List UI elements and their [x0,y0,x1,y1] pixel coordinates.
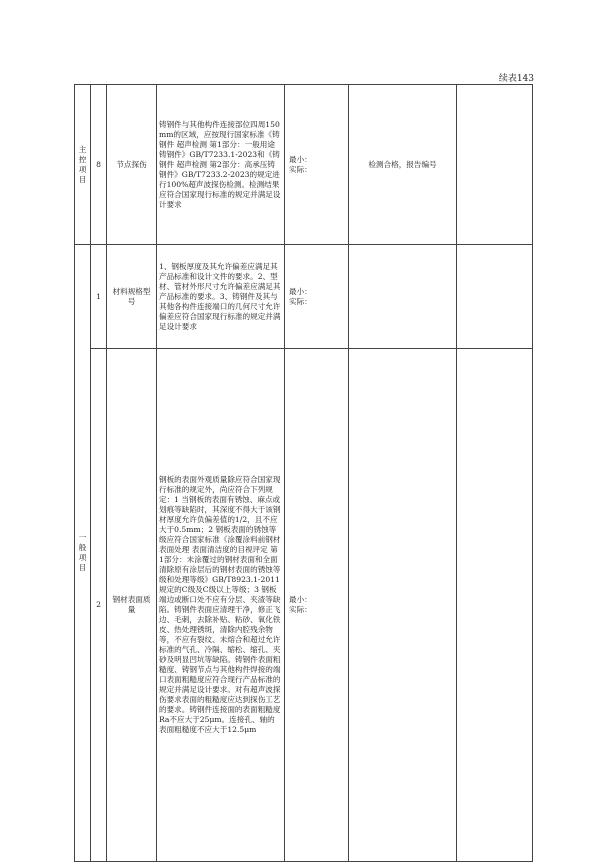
min-label: 最小： [289,595,312,604]
section-char: 目 [78,174,87,184]
item-name: 钢材表面质量 [107,349,157,862]
item-number: 1 [91,245,107,349]
actual-label: 实际： [289,605,312,614]
item-requirement: 钢板的表面外观质量除应符合国家现行标准的规定外，尚应符合下列规定：1 当钢板的表面有锈蚀、麻点或划痕等缺陷时，其深度不得大于该钢材厚度允许负偏差值的1/2，且不应大于0.5mm；2 钢板表面的锈蚀等级应符合国家标准《涂覆涂料前钢材表面处理 表面清洁度的目视评定 第1部分：未涂覆过的钢材表面和全面清除原有涂层后的钢材表面的锈蚀等级和处理等级》GB/T8923.1-2011规定的C级及C级以上等级；3 钢板端边或断口处不应有分层、夹渣等缺陷。铸钢件表面应清理干净，修正飞边、毛刺，去除补贴、粘砂、氧化铁皮、热处理锈斑，清除内腔残余物等，不应有裂纹、未熔合和超过允许标准的气孔、冷隔、缩松、缩孔、夹砂及明显凹坑等缺陷。铸钢件表面粗糙度、铸钢节点与其他构件焊接的端口表面粗糙度应符合现行产品标准的规定并满足设计要求。对有超声波探伤要求表面的粗糙度应达到探伤工艺的要求。铸钢件连接面的表面粗糙度Ra不应大于25μm。连接孔、轴的表面粗糙度不应大于12.5μm [157,349,285,862]
actual-label: 实际： [289,164,312,174]
section-char: 控 [78,154,87,164]
remarks-cell [457,349,533,862]
remarks-cell [457,245,533,349]
result-cell [349,349,457,862]
table-row [75,245,533,349]
section-char: 一 [78,533,87,542]
section-char: 项 [78,164,87,174]
item-requirement: 1、钢板厚度及其允许偏差应满足其产品标准和设计文件的要求。2、型材、管材外形尺寸允许偏差应满足其产品标准的要求。3、铸钢件及其与其他各构件连接端口的几何尺寸允许偏差应符合国家现行标准的规定并满足设计要求 [157,245,285,349]
section-char: 主 [78,144,87,154]
section-general [75,245,91,862]
remarks-cell [457,85,533,245]
section-char: 目 [78,563,87,572]
item-requirement: 铸钢件与其他构件连接部位四周150mm的区域，应按现行国家标准《铸钢件 超声检测 第1部分：一般用途铸钢件》GB/T7233.1-2023和《铸钢件 超声检测 第2部分：高承压铸钢件》GB/T7233.2-2023的规定进行100%超声波探伤检测。检测结果应符合国家现行标准的规定并满足设计要求 [157,85,285,245]
measurement-cell [285,245,349,349]
result-cell [349,245,457,349]
min-label: 最小： [289,286,312,296]
section-main-control [75,85,91,245]
min-label: 最小： [289,154,312,164]
result-cell: 检测合格，报告编号 [349,85,457,245]
measurement-cell [285,85,349,245]
inspection-table [74,84,533,862]
item-number: 2 [91,349,107,862]
measurement-cell [285,349,349,862]
table-row [75,85,533,245]
continuation-label: 续表143 [498,74,534,84]
item-number: 8 [91,85,107,245]
section-char: 般 [78,543,87,552]
item-name: 材料规格型号 [107,245,157,349]
section-char: 项 [78,553,87,562]
table-row [75,349,533,862]
actual-label: 实际： [289,296,312,306]
item-name: 节点探伤 [107,85,157,245]
